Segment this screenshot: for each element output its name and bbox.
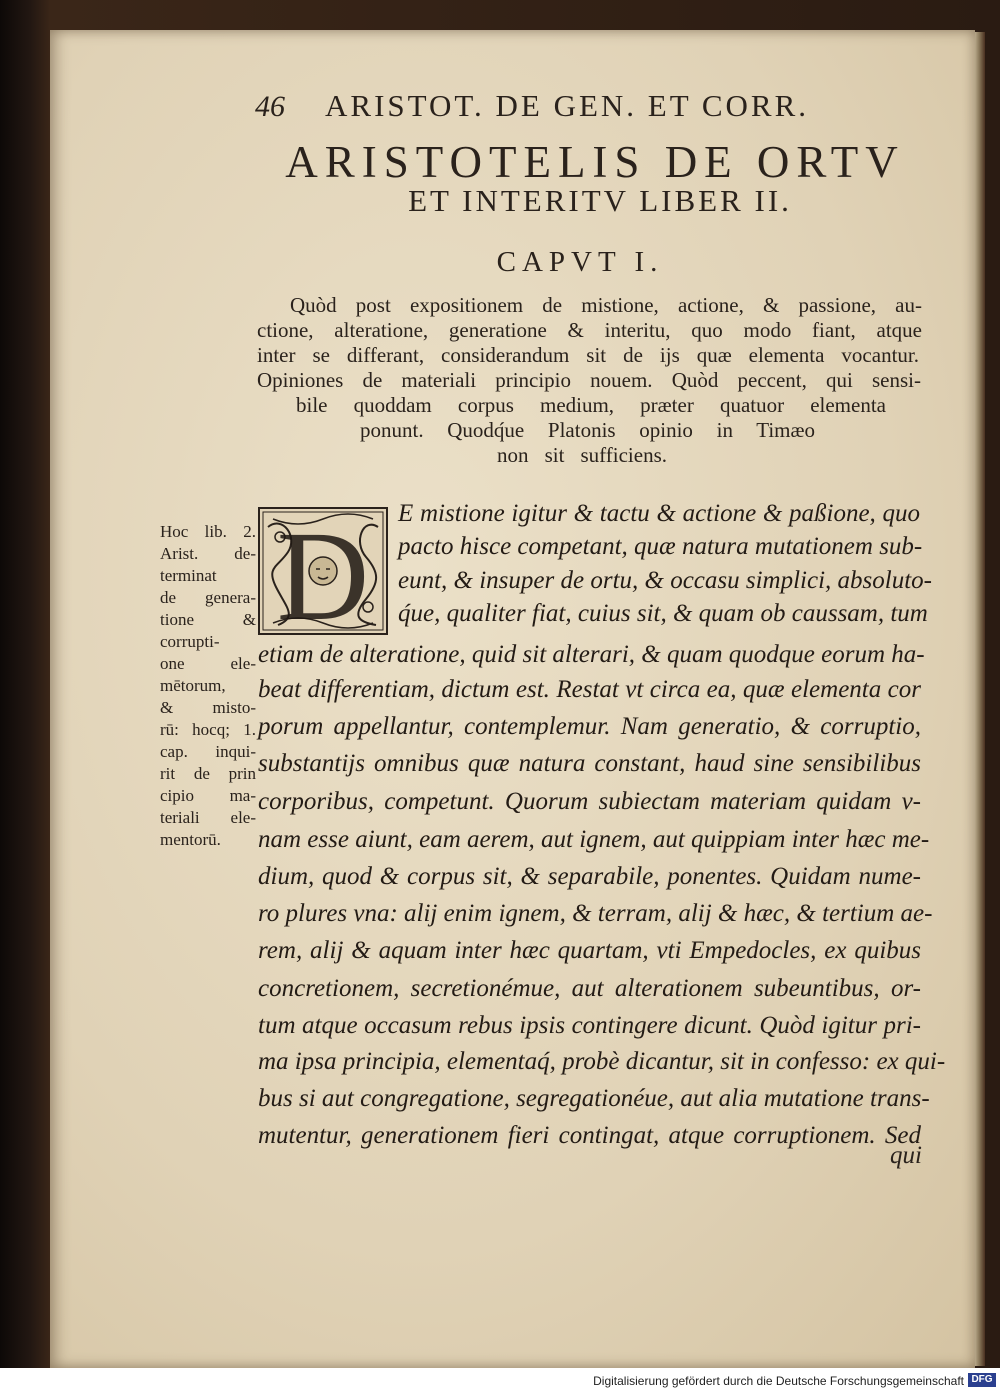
dfg-logo: DFG <box>968 1373 996 1387</box>
running-head-text: ARISTOT. DE GEN. ET CORR. <box>325 88 810 123</box>
gloss-line: one ele- <box>160 654 256 673</box>
gloss-line: cipio ma- <box>160 786 256 805</box>
summary-line: ctione, alteratione, generatione & interitu, quo modo fiant, atque <box>257 318 922 342</box>
page-number: 46 <box>255 90 285 123</box>
body-line: mutentur, generationem fieri contingat, atque corruptionem. Sed <box>258 1122 921 1149</box>
gloss-line: de genera- <box>160 588 256 607</box>
body-line: beat differentiam, dictum est. Restat vt circa ea, quæ elementa cor <box>258 676 921 703</box>
gloss-line: tione & <box>160 610 256 629</box>
catchword: qui <box>890 1142 922 1169</box>
summary-line: non sit sufficiens. <box>497 443 667 467</box>
book-subtitle: ET INTERITV LIBER II. <box>408 183 792 218</box>
gloss-line: rū: hocq; 1. <box>160 720 256 739</box>
gloss-line: teriali ele- <box>160 808 256 827</box>
summary-line: inter se differant, considerandum sit de ijs quæ elementa vocantur. <box>257 343 919 367</box>
body-line: pacto hisce competant, quæ natura mutationem sub- <box>398 533 923 560</box>
running-head <box>255 88 895 132</box>
gloss-line: terminat <box>160 566 217 585</box>
summary-line: Quòd post expositionem de mistione, actione, & passione, au- <box>290 293 922 317</box>
book-title: ARISTOTELIS DE ORTV <box>285 137 905 187</box>
gloss-line: cap. inqui- <box>160 742 256 761</box>
body-line: ma ipsa principia, elementaq́, probè dicantur, sit in confesso: ex qui- <box>258 1048 946 1075</box>
gloss-line: & misto- <box>160 698 256 717</box>
summary-line: bile quoddam corpus medium, præter quatuor elementa <box>296 393 886 417</box>
body-line: ro plures vna: alij enim ignem, & terram, alij & hæc, & tertium ae- <box>258 900 933 927</box>
body-line: eunt, & insuper de ortu, & occasu simplici, absoluto- <box>398 567 932 594</box>
body-line: concretionem, secretionémue, aut alterationem subeuntibus, or- <box>258 975 921 1002</box>
chapter-heading: CAPVT I. <box>496 246 664 278</box>
body-line: substantijs omnibus quæ natura constant, haud sine sensibilibus <box>258 750 921 777</box>
gloss-line: mētorum, <box>160 676 226 695</box>
body-line: dium, quod & corpus sit, & separabile, ponentes. Quidam nume- <box>258 863 921 890</box>
body-line: tum atque occasum rebus ipsis contingere dicunt. Quòd igitur pri- <box>258 1012 921 1039</box>
body-line: E mistione igitur & tactu & actione & paßione, quo <box>398 500 920 527</box>
drop-cap-letter: D <box>276 507 370 635</box>
gloss-line: mentorū. <box>160 830 221 849</box>
body-line: porum appellantur, contemplemur. Nam generatio, & corruptio, <box>258 713 921 740</box>
summary-line: Opiniones de materiali principio nouem. Quòd peccent, qui sensi- <box>257 368 921 392</box>
gloss-line: Hoc lib. 2. <box>160 522 256 541</box>
body-line: bus si aut congregatione, segregationéue, aut alia mutatione trans- <box>258 1085 930 1112</box>
body-line: q́ue, qualiter fiat, cuius sit, & quam ob caussam, tum <box>398 600 928 627</box>
footer-bar <box>0 1368 1000 1392</box>
gloss-line: corrupti- <box>160 632 220 651</box>
page-edge <box>975 32 985 1366</box>
summary-line: ponunt. Quodq́ue Platonis opinio in Timæo <box>360 418 815 442</box>
body-line: corporibus, competunt. Quorum subiectam materiam quidam v- <box>258 788 921 815</box>
decorated-initial <box>258 507 388 635</box>
body-line: nam esse aiunt, eam aerem, aut ignem, aut quippiam inter hæc me- <box>258 826 930 853</box>
gloss-line: rit de prin <box>160 764 256 783</box>
gloss-line: Arist. de- <box>160 544 256 563</box>
body-line: rem, alij & aquam inter hæc quartam, vti Empedocles, ex quibus <box>258 937 921 964</box>
body-line: etiam de alteratione, quid sit alterari, & quam quodque eorum ha- <box>258 641 925 668</box>
footer-credit: Digitalisierung gefördert durch die Deutsche Forschungsgemeinschaft <box>593 1374 964 1388</box>
